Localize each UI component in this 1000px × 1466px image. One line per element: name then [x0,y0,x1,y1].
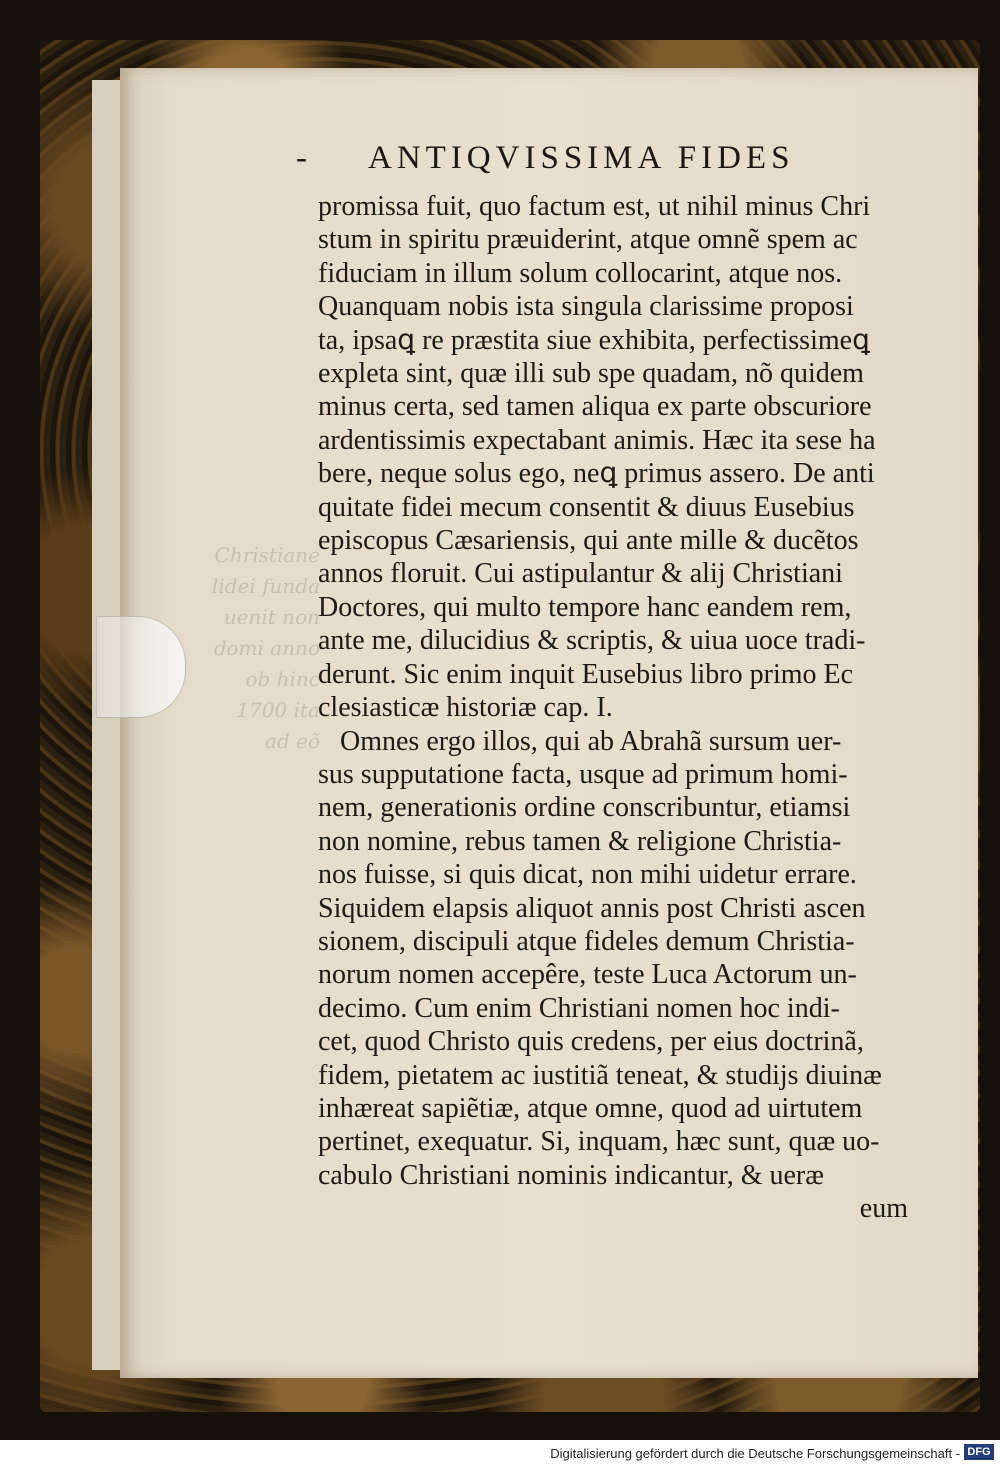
text-line: cabulo Christiani nominis indicantur, & ueræ [318,1159,824,1191]
header-dash: - [296,140,307,176]
text-line: cet, quod Christo quis credens, per eius doctrinã, [318,1026,864,1058]
bleed-line: domi anno [213,636,320,660]
text-line: Quanquam nobis ista singula clarissime proposi [318,291,854,323]
text-line: bere, neque solus ego, neꝗ primus assero. De anti [318,458,875,490]
text-line: ante me, dilucidius & scriptis, & uiua uoce tradi- [318,625,866,657]
text-line: expleta sint, quæ illi sub spe quadam, nõ quidem [318,358,864,390]
text-line: sus supputatione facta, usque ad primum homi- [318,758,848,790]
text-line: clesiasticæ historiæ cap. I. [318,692,613,724]
page-title: ANTIQVISSIMA FIDES [368,140,795,176]
text-line: inhæreat sapiẽtiæ, atque omne, quod ad uirtutem [318,1092,863,1124]
text-line: fiduciam in illum solum collocarint, atque nos. [318,257,843,289]
dfg-logo: DFG [964,1444,994,1460]
text-line: fidem, pietatem ac iustitiã teneat, & studijs diuinæ [318,1059,882,1091]
bleed-line: lidei funda [211,574,320,598]
text-line: stum in spiritu præuiderint, atque omnẽ spem ac [318,224,858,256]
catchword: eum [859,1193,908,1225]
text-line: minus certa, sed tamen aliqua ex parte obscuriore [318,391,872,423]
body-text [318,190,908,1226]
bleed-line: ad eõ [265,729,320,753]
text-line: non nomine, rebus tamen & religione Christia- [318,825,842,857]
bleed-line: uenit non [223,605,320,629]
bleed-through-text [200,540,320,800]
text-line: norum nomen accepêre, teste Luca Actorum un- [318,959,857,991]
text-line: decimo. Cum enim Christiani nomen hoc indi- [318,992,840,1024]
text-line: annos floruit. Cui astipulantur & alij Christiani [318,558,843,590]
text-line: nos fuisse, si quis dicat, non mihi uidetur errare. [318,859,857,891]
text-line: promissa fuit, quo factum est, ut nihil minus Chri [318,191,871,222]
bleed-line: 1700 ita [236,698,320,722]
bleed-line: ob hinc [245,667,320,691]
text-line: Doctores, qui multo tempore hanc eandem rem, [318,591,852,623]
text-line: derunt. Sic enim inquit Eusebius libro primo Ec [318,658,854,690]
funding-note: Digitalisierung gefördert durch die Deutsche Forschungsgemeinschaft - [550,1446,960,1461]
text-line: Omnes ergo illos, qui ab Abrahã sursum uer- [340,725,842,757]
text-line: nem, generationis ordine conscribuntur, etiamsi [318,792,851,824]
page-holder-clip [96,616,186,718]
text-line: sionem, discipuli atque fideles demum Christia- [318,925,855,957]
bleed-line: Christiane [214,543,320,567]
digitization-footer [0,1440,1000,1466]
text-line: quitate fidei mecum consentit & diuus Eusebius [318,491,855,523]
text-line: Siquidem elapsis aliquot annis post Christi ascen [318,892,866,924]
text-line: ardentissimis expectabant animis. Hæc ita sese ha [318,424,876,456]
text-line: episcopus Cæsariensis, qui ante mille & ducẽtos [318,525,859,557]
text-line: ta, ipsaꝗ re præstita siue exhibita, perfectissimeꝗ [318,324,870,356]
text-line: pertinet, exequatur. Si, inquam, hæc sunt, quæ uo- [318,1126,880,1158]
